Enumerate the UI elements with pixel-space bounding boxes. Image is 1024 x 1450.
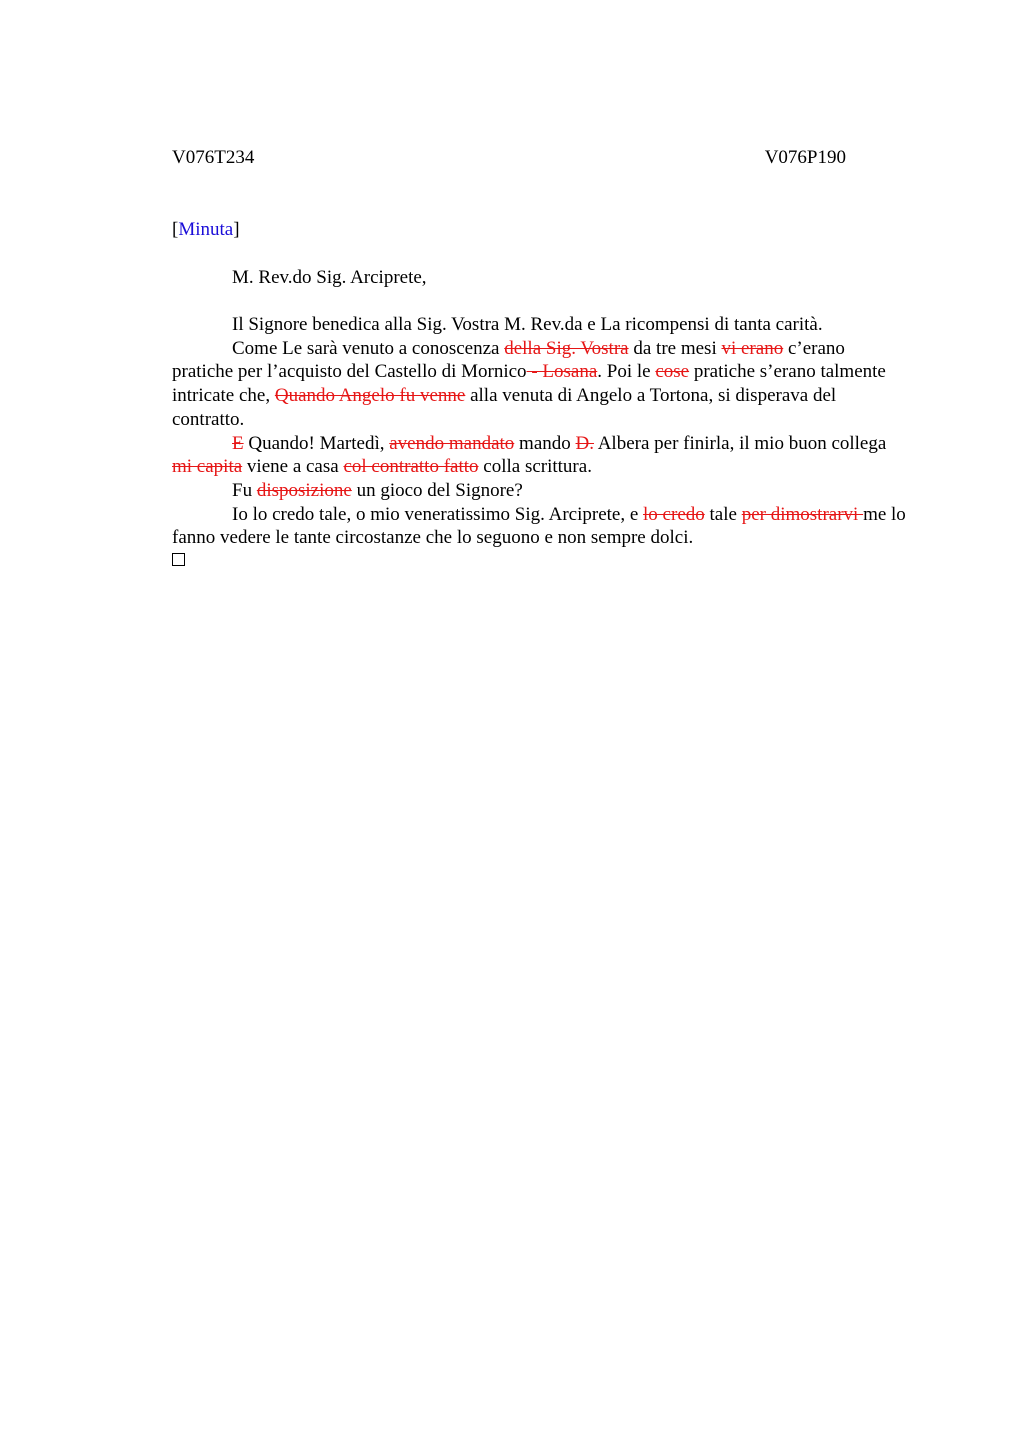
p3-text-d: viene a casa xyxy=(242,456,344,478)
end-marker-square xyxy=(172,553,185,566)
p3-deletion-3: D. xyxy=(575,432,594,454)
label-close-bracket: ] xyxy=(233,219,240,240)
p4-deletion-1: disposizione xyxy=(256,479,352,501)
p5-text-c: me lo fanno vedere le tante circostanze che lo seguono e non sempre dolci. xyxy=(172,503,906,549)
document-code-left: V076T234 xyxy=(172,147,255,168)
label-open-bracket: [ xyxy=(172,219,179,240)
p2-text-a: Come Le sarà venuto a conoscenza xyxy=(232,337,505,359)
p3-deletion-2: avendo mandato xyxy=(389,432,515,454)
p2-text-b: da tre mesi xyxy=(628,337,722,359)
p3-text-e: colla scrittura. xyxy=(478,456,592,478)
paragraph-3 xyxy=(172,432,907,479)
paragraph-4 xyxy=(172,479,907,503)
p2-text-e: pratiche s’erano talmente intricate che, xyxy=(172,361,886,407)
p2-deletion-3: - Losana xyxy=(526,361,598,383)
p3-deletion-1: E xyxy=(232,432,244,454)
p2-deletion-5: Quando Angelo fu venne xyxy=(274,385,466,407)
p2-text-f: alla venuta di Angelo a Tortona, si disperava del contratto. xyxy=(172,385,837,430)
p5-deletion-2: per dimostrarvi xyxy=(741,503,864,525)
p2-text-d: . Poi le xyxy=(597,361,656,383)
p3-text-a: Quando! Martedì, xyxy=(243,432,390,454)
p5-text-b: tale xyxy=(704,503,742,525)
paragraph-1: Il Signore benedica alla Sig. Vostra M. Rev.da e La ricompensi di tanta carità. xyxy=(232,314,823,335)
p5-deletion-1: lo credo xyxy=(643,503,705,525)
p2-text-c: c’erano pratiche per l’acquisto del Castello di Mornico xyxy=(172,337,845,383)
p3-deletion-4: mi capita xyxy=(172,456,243,478)
label-minuta: Minuta xyxy=(178,219,234,240)
paragraph-5 xyxy=(172,503,907,550)
p2-deletion-4: cose xyxy=(655,361,690,383)
p2-deletion-1: della Sig. Vostra xyxy=(504,337,629,359)
p2-deletion-2: vi erano xyxy=(721,337,784,359)
salutation: M. Rev.do Sig. Arciprete, xyxy=(232,267,427,288)
p3-deletion-5: col contratto fatto xyxy=(343,456,479,478)
document-type-label xyxy=(172,218,240,242)
p3-text-c: Albera per finirla, il mio buon collega xyxy=(594,432,887,454)
p4-text-b: un gioco del Signore? xyxy=(351,479,523,501)
letter-body xyxy=(172,313,907,550)
document-code-right: V076P190 xyxy=(764,147,846,168)
p4-text-a: Fu xyxy=(232,479,257,501)
p5-text-a: Io lo credo tale, o mio veneratissimo Sig. Arciprete, e xyxy=(232,503,644,525)
p3-text-b: mando xyxy=(514,432,576,454)
paragraph-2 xyxy=(172,337,907,432)
